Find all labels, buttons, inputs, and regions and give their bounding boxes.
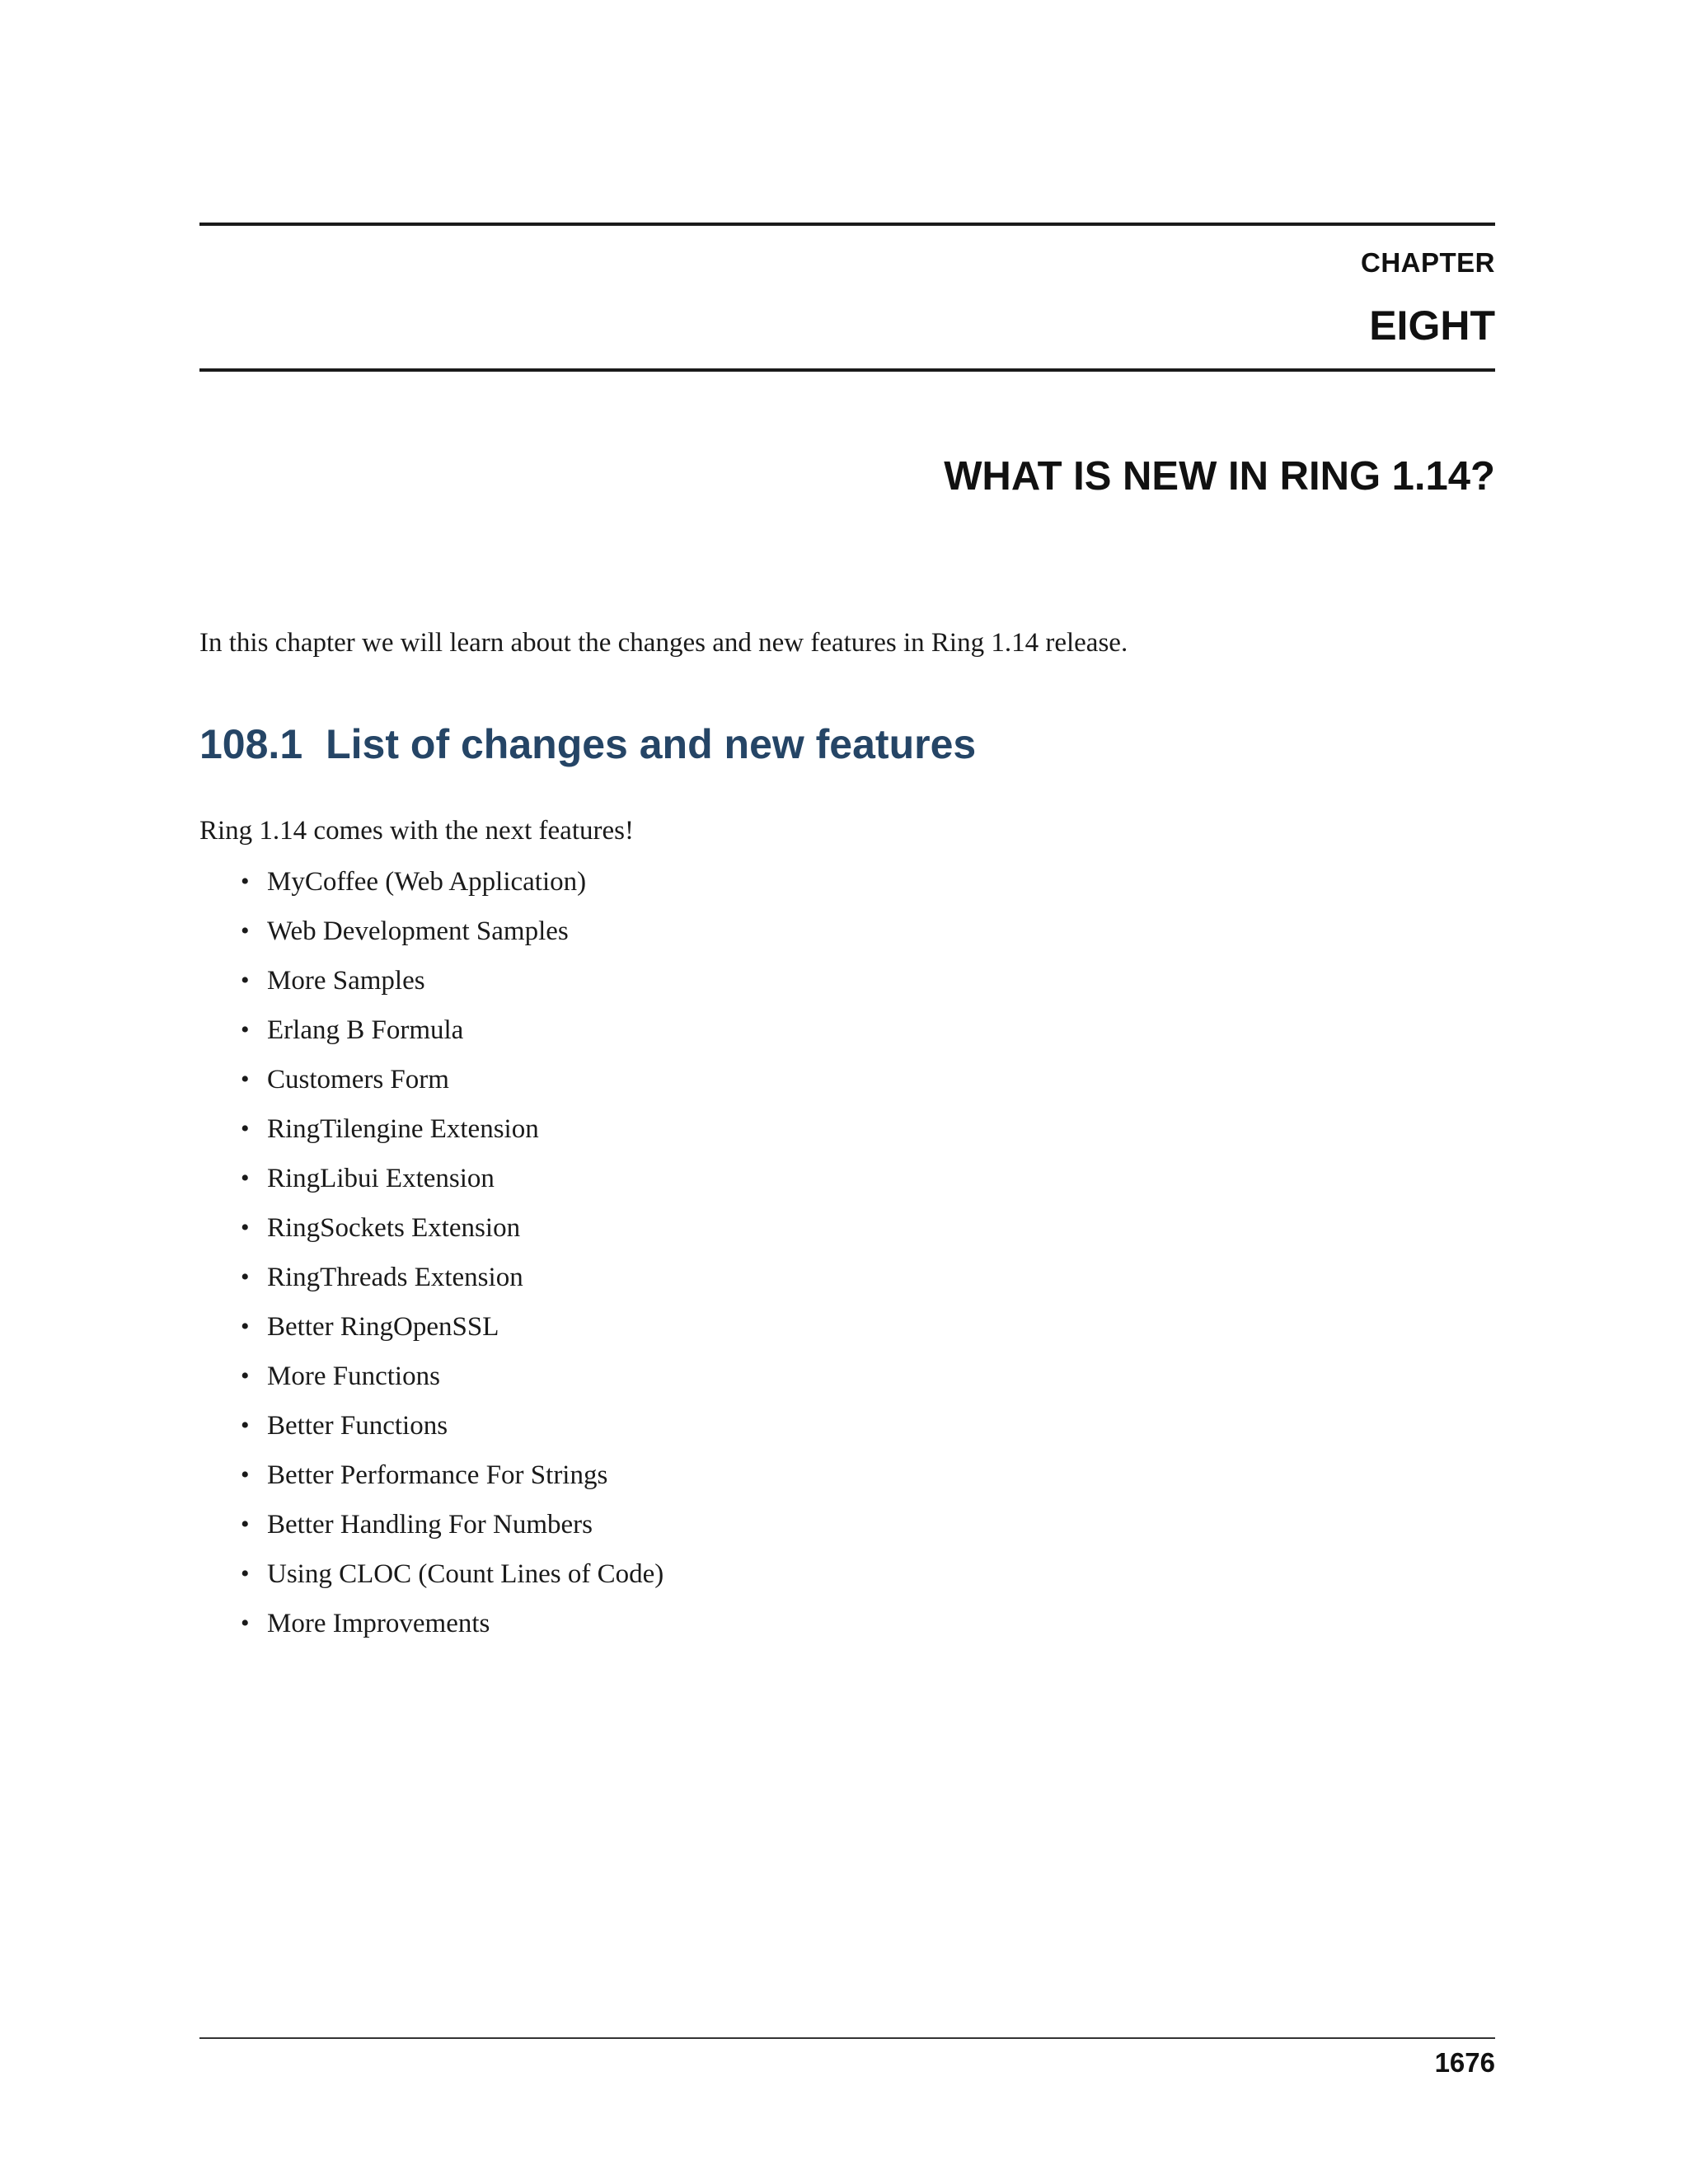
section-number: 108.1 (199, 721, 303, 767)
list-item (241, 1607, 663, 1657)
bullet-icon: • (241, 1313, 250, 1340)
list-item (241, 1558, 663, 1607)
bullet-icon: • (241, 1016, 250, 1043)
list-item (241, 1360, 663, 1409)
list-item (241, 865, 663, 915)
bullet-icon: • (241, 1610, 250, 1637)
list-item (241, 1212, 663, 1261)
list-item (241, 915, 663, 964)
list-item-text: RingTilengine Extension (267, 1114, 539, 1144)
chapter-top-rule (199, 223, 1495, 226)
section-title: List of changes and new features (326, 721, 977, 767)
bullet-icon: • (241, 917, 250, 944)
page-number: 1676 (1434, 2047, 1495, 2078)
list-item (241, 1113, 663, 1162)
list-item-text: RingSockets Extension (267, 1213, 521, 1243)
list-item (241, 1162, 663, 1212)
feature-list (241, 865, 663, 1657)
bullet-icon: • (241, 967, 250, 994)
list-item-text: More Samples (267, 966, 425, 996)
list-item-text: MyCoffee (Web Application) (267, 867, 587, 897)
list-item (241, 1063, 663, 1113)
bullet-icon: • (241, 1461, 250, 1488)
list-item-text: Web Development Samples (267, 916, 569, 946)
list-item (241, 1459, 663, 1508)
list-item-text: Customers Form (267, 1065, 449, 1094)
list-item (241, 964, 663, 1014)
list-item (241, 1310, 663, 1360)
chapter-title: WHAT IS NEW IN RING 1.14? (944, 454, 1495, 499)
bullet-icon: • (241, 1511, 250, 1538)
list-item-text: RingLibui Extension (267, 1164, 495, 1193)
bullet-icon: • (241, 868, 250, 895)
bullet-icon: • (241, 1066, 250, 1093)
list-item-text: Erlang B Formula (267, 1015, 464, 1045)
list-item-text: More Functions (267, 1361, 440, 1391)
list-item (241, 1409, 663, 1459)
chapter-label: CHAPTER (1360, 247, 1495, 278)
section-lead-paragraph: Ring 1.14 comes with the next features! (199, 816, 634, 846)
list-item-text: Better Functions (267, 1411, 448, 1441)
bullet-icon: • (241, 1115, 250, 1142)
section-heading (199, 720, 976, 768)
chapter-number: EIGHT (1369, 302, 1495, 349)
list-item (241, 1508, 663, 1558)
bullet-icon: • (241, 1362, 250, 1390)
list-item-text: More Improvements (267, 1609, 490, 1638)
footer-rule (199, 2037, 1495, 2039)
list-item-text: Better Handling For Numbers (267, 1510, 593, 1540)
bullet-icon: • (241, 1412, 250, 1439)
intro-paragraph: In this chapter we will learn about the changes and new features in Ring 1.14 release. (199, 628, 1128, 658)
list-item-text: Better RingOpenSSL (267, 1312, 499, 1342)
bullet-icon: • (241, 1560, 250, 1587)
bullet-icon: • (241, 1214, 250, 1241)
list-item-text: Better Performance For Strings (267, 1460, 608, 1490)
bullet-icon: • (241, 1263, 250, 1291)
bullet-icon: • (241, 1165, 250, 1192)
chapter-bottom-rule (199, 368, 1495, 372)
list-item-text: RingThreads Extension (267, 1263, 523, 1292)
list-item (241, 1261, 663, 1310)
list-item-text: Using CLOC (Count Lines of Code) (267, 1559, 664, 1589)
list-item (241, 1014, 663, 1063)
